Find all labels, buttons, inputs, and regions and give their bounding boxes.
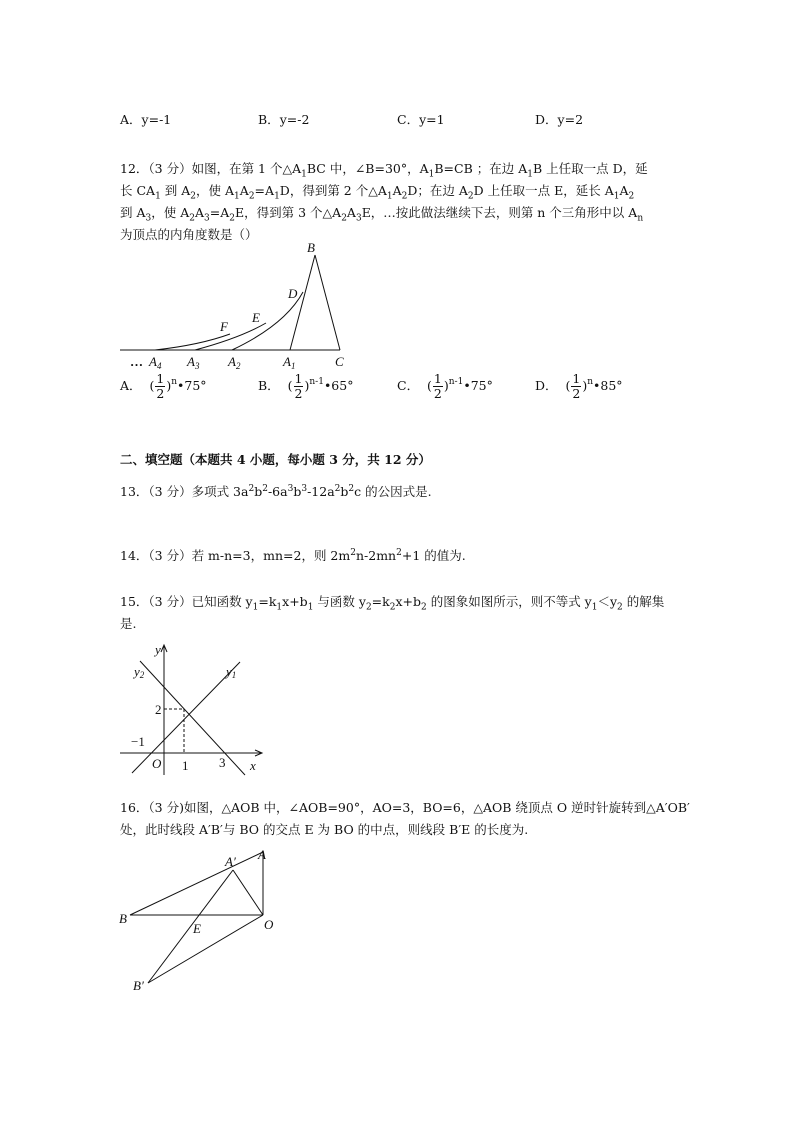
text-segment: ＜y <box>597 594 618 609</box>
supscript: 2 <box>334 483 341 494</box>
fraction: $\frac{1}{2}$ <box>433 371 442 401</box>
label-b: B <box>119 911 127 926</box>
text-segment: n-2mn <box>355 548 397 563</box>
text-segment: E，得到第 3 个△A <box>235 205 342 220</box>
text-segment: =A <box>254 183 275 198</box>
text-segment: 到 A <box>160 183 191 198</box>
text-segment: -6a <box>267 484 288 499</box>
subscript: n <box>637 213 644 224</box>
fraction: $\frac{1}{2}$ <box>156 371 165 401</box>
text-segment: b <box>340 484 349 499</box>
subscript: 1 <box>276 602 283 613</box>
subscript: 2 <box>401 191 408 202</box>
label-x: x <box>250 758 256 773</box>
text-segment: +1 的值为. <box>401 548 466 563</box>
text-segment: A <box>392 183 402 198</box>
text-segment: B 上任取一点 D，延 <box>533 161 648 176</box>
text-segment: 13．（3 分）多项式 3a <box>120 484 249 499</box>
text-segment: BC 中，∠B=30°，A <box>306 161 429 176</box>
option-label: C． <box>397 112 420 127</box>
tick-2: 2 <box>155 702 162 717</box>
segment-b-prime-o <box>148 915 263 983</box>
option-label: B． <box>258 112 280 127</box>
text-segment: -12a <box>307 484 335 499</box>
option-label: A． <box>120 112 142 127</box>
subscript: 2 <box>365 602 372 613</box>
text-segment: A <box>619 183 629 198</box>
text-segment: A <box>239 183 249 198</box>
subscript: 3 <box>204 213 210 224</box>
option-value: y=-2 <box>279 112 310 127</box>
subscript: 1 <box>386 191 393 202</box>
label-d: D <box>288 286 298 301</box>
label-a2: $A_2$ <box>228 354 241 371</box>
supscript: 2 <box>348 483 355 494</box>
subscript: 1 <box>301 169 307 180</box>
label-a3: $A_3$ <box>187 354 200 371</box>
text-segment: A <box>346 205 356 220</box>
text-segment: 到 A <box>120 205 146 220</box>
label-y: y <box>155 642 161 657</box>
subscript: 1 <box>428 169 435 180</box>
q12-option-a: A． ( $\frac{1}{2}$ )$^n$•75° <box>120 371 207 401</box>
option-label: A． <box>120 378 142 393</box>
text-segment: 16．（3 分)如图，△AOB 中，∠AOB=90°，AO=3，BO=6，△AOB 绕顶点 O 逆时针旋转到△A′OB′ <box>120 800 690 815</box>
option-value: y=1 <box>419 112 445 127</box>
label-origin: O <box>152 756 162 771</box>
subscript: 2 <box>421 602 427 613</box>
label-c: C <box>335 354 344 369</box>
supscript: 3 <box>287 483 294 494</box>
supscript: 2 <box>262 483 268 494</box>
text-segment: 15．（3 分）已知函数 y <box>120 594 253 609</box>
subscript: 1 <box>527 169 533 180</box>
text-segment: E，…按此做法继续下去，则第 n 个三角形中以 A <box>361 205 638 220</box>
segment-a-prime-o <box>233 870 263 915</box>
text-segment: =k <box>258 594 277 609</box>
text-segment: b <box>254 484 263 499</box>
subscript: 3 <box>355 213 362 224</box>
text-segment: =A <box>209 205 230 220</box>
option-label: D． <box>535 378 558 393</box>
segment-ab <box>130 852 263 915</box>
subscript: 2 <box>389 602 396 613</box>
subscript: 2 <box>341 213 347 224</box>
text-segment: D；在边 A <box>407 183 468 198</box>
subscript: 1 <box>307 602 314 613</box>
text-segment: c 的公因式是. <box>354 484 432 499</box>
text-segment: D，得到第 2 个△A <box>279 183 387 198</box>
subscript: 2 <box>617 602 623 613</box>
text-segment: 是. <box>120 616 137 631</box>
text-segment: A <box>195 205 205 220</box>
label-a: A <box>258 847 266 862</box>
option-label: C． <box>397 378 420 393</box>
subscript: 1 <box>252 602 259 613</box>
subscript: 2 <box>190 191 197 202</box>
subscript: 2 <box>628 191 635 202</box>
supscript: 2 <box>248 483 255 494</box>
subscript: 2 <box>248 191 255 202</box>
text-segment: x+b <box>395 594 421 609</box>
text-segment: 的图象如图所示，则不等式 y <box>426 594 592 609</box>
text-segment: 处，此时线段 A′B′与 BO 的交点 E 为 BO 的中点，则线段 B′E 的长度为. <box>120 822 529 837</box>
subscript: 1 <box>155 191 161 202</box>
label-o: O <box>264 917 274 932</box>
text-segment: ，使 A <box>196 183 235 198</box>
text-segment: 与函数 y <box>313 594 366 609</box>
option-label: D． <box>535 112 558 127</box>
fraction: $\frac{1}{2}$ <box>572 371 581 401</box>
segment-a-prime-b-prime <box>148 870 233 983</box>
label-a-prime: A′ <box>225 854 236 869</box>
option-value: y=-1 <box>141 112 172 127</box>
subscript: 1 <box>234 191 240 202</box>
subscript: 2 <box>189 213 195 224</box>
supscript: 2 <box>396 547 402 558</box>
subscript: 1 <box>591 602 598 613</box>
text-segment: 的解集 <box>622 594 665 609</box>
label-f: F <box>220 319 228 334</box>
tick-1: 1 <box>182 758 189 773</box>
option-label: B． <box>258 378 280 393</box>
text-segment: 14．（3 分）若 m-n=3，mn=2，则 2m <box>120 548 351 563</box>
text-segment: b <box>293 484 302 499</box>
text-segment: B=CB ；在边 A <box>434 161 528 176</box>
subscript: 1 <box>274 191 280 202</box>
label-b-prime: B′ <box>133 978 144 993</box>
text-segment: 12．（3 分）如图，在第 1 个△A <box>120 161 302 176</box>
q12-option-c: C． ( $\frac{1}{2}$ )$^{n-1}$•75° <box>397 371 493 401</box>
section-title: 二、填空题（本题共 4 小题，每小题 3 分，共 12 分） <box>120 452 431 467</box>
q12-option-d: D． ( $\frac{1}{2}$ )$^n$•85° <box>535 371 623 401</box>
label-e: E <box>252 310 260 325</box>
text-segment: x+b <box>282 594 308 609</box>
label-e: E <box>193 921 201 936</box>
label-dots: … <box>130 354 143 369</box>
label-y1: y1 <box>226 664 237 680</box>
supscript: 2 <box>350 547 356 558</box>
text-segment: ，使 A <box>151 205 190 220</box>
label-y2: y2 <box>134 664 145 680</box>
option-value: y=2 <box>557 112 584 127</box>
text-segment: 为顶点的内角度数是（） <box>120 227 258 242</box>
subscript: 2 <box>229 213 236 224</box>
text-segment: =k <box>371 594 390 609</box>
supscript: 3 <box>301 483 308 494</box>
subscript: 1 <box>613 191 620 202</box>
subscript: 2 <box>467 191 474 202</box>
q12-option-b: B． ( $\frac{1}{2}$ )$^{n-1}$•65° <box>258 371 354 401</box>
fraction: $\frac{1}{2}$ <box>294 371 303 401</box>
subscript: 3 <box>145 213 152 224</box>
text-segment: D 上任取一点 E，延长 A <box>473 183 614 198</box>
tick-3: 3 <box>219 755 226 770</box>
tick-neg1: −1 <box>131 734 145 749</box>
text-segment: 长 CA <box>120 183 156 198</box>
label-a1: $A_1$ <box>283 354 296 371</box>
label-a4: $A_4$ <box>149 354 162 371</box>
label-b: B <box>307 240 315 255</box>
